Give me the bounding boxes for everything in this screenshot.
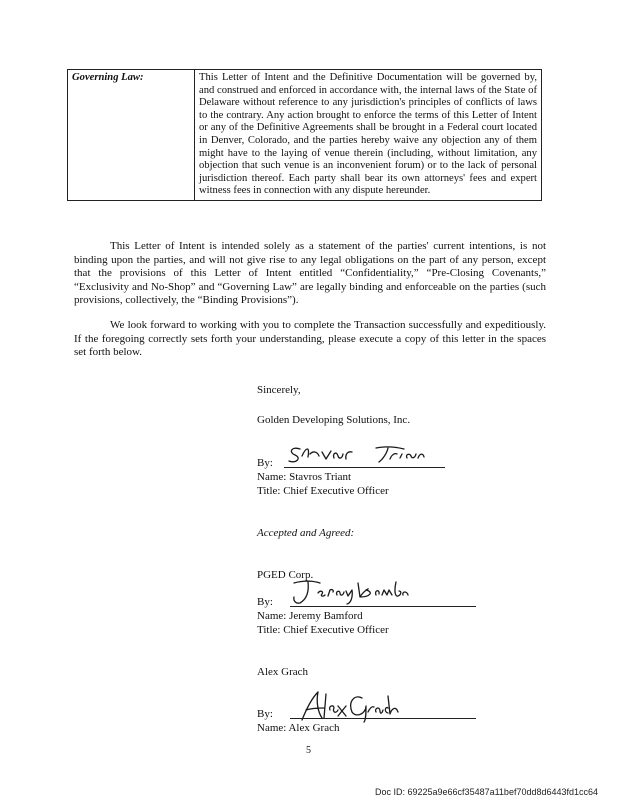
pged-company-name: PGED Corp.	[257, 569, 314, 581]
signer1-by: By:	[257, 457, 273, 469]
closing-paragraph: We look forward to working with you to complete the Transaction successfully and expeditiously. If the foregoing correctly sets forth your understanding, please execute a copy of this letter in the spaces set forth below.	[74, 319, 546, 359]
signer1-signature-line	[284, 467, 445, 468]
signer1-name: Name: Stavros Triant	[257, 471, 352, 483]
signer3-name: Name: Alex Grach	[257, 722, 340, 734]
signer3-by: By:	[257, 708, 273, 720]
governing-law-table	[67, 69, 542, 201]
binding-provisions-paragraph: This Letter of Intent is intended solely as a statement of the parties' current intentions, is not binding upon the parties, and will not give rise to any legal obligations on the part of any person, except that the provisions of this Letter of Intent entitled “Confidentiality,” “Pre-Closing Covenants,” “Exclusivity and No-Shop” and “Governing Law” are legally binding and enforceable on the parties (such provisions, collectively, the “Binding Provisions”).	[74, 240, 546, 307]
signer2-by: By:	[257, 596, 273, 608]
governing-law-text: This Letter of Intent and the Definitive Documentation will be governed by, and construed and enforced in accordance with, the internal laws of the State of Delaware without reference to any jurisdiction's principles of conflicts of laws to the contrary. Any action brought to enforce the terms of this Letter of Intent or any of the Definitive Agreements shall be brought in a Federal court located in Denver, Colorado, and the parties hereby waive any objection any of them might have to the laying of venue therein (including, without limitation, any objection that such venue is an inconvenient forum) or to the lack of personal jurisdiction thereof. Each party shall bear its own attorneys' fees and expert witness fees in connection with any dispute hereunder.	[195, 70, 542, 201]
jeremy-bamford-signature	[290, 577, 410, 607]
sincerely-text: Sincerely,	[257, 384, 301, 396]
doc-id-footer: Doc ID: 69225a9e66cf35487a11bef70dd8d6443fd1cc64	[375, 787, 599, 797]
signer1-title: Title: Chief Executive Officer	[257, 485, 389, 497]
signer3-signature-line	[290, 718, 476, 719]
individual-name: Alex Grach	[257, 666, 309, 678]
governing-law-label: Governing Law:	[68, 70, 195, 201]
stavros-triant-signature	[286, 441, 426, 467]
company-name: Golden Developing Solutions, Inc.	[257, 414, 411, 426]
signer2-title: Title: Chief Executive Officer	[257, 624, 389, 636]
signer2-name: Name: Jeremy Bamford	[257, 610, 363, 622]
accepted-and-agreed: Accepted and Agreed:	[257, 527, 355, 539]
page-number: 5	[306, 745, 311, 756]
signer2-signature-line	[290, 606, 476, 607]
